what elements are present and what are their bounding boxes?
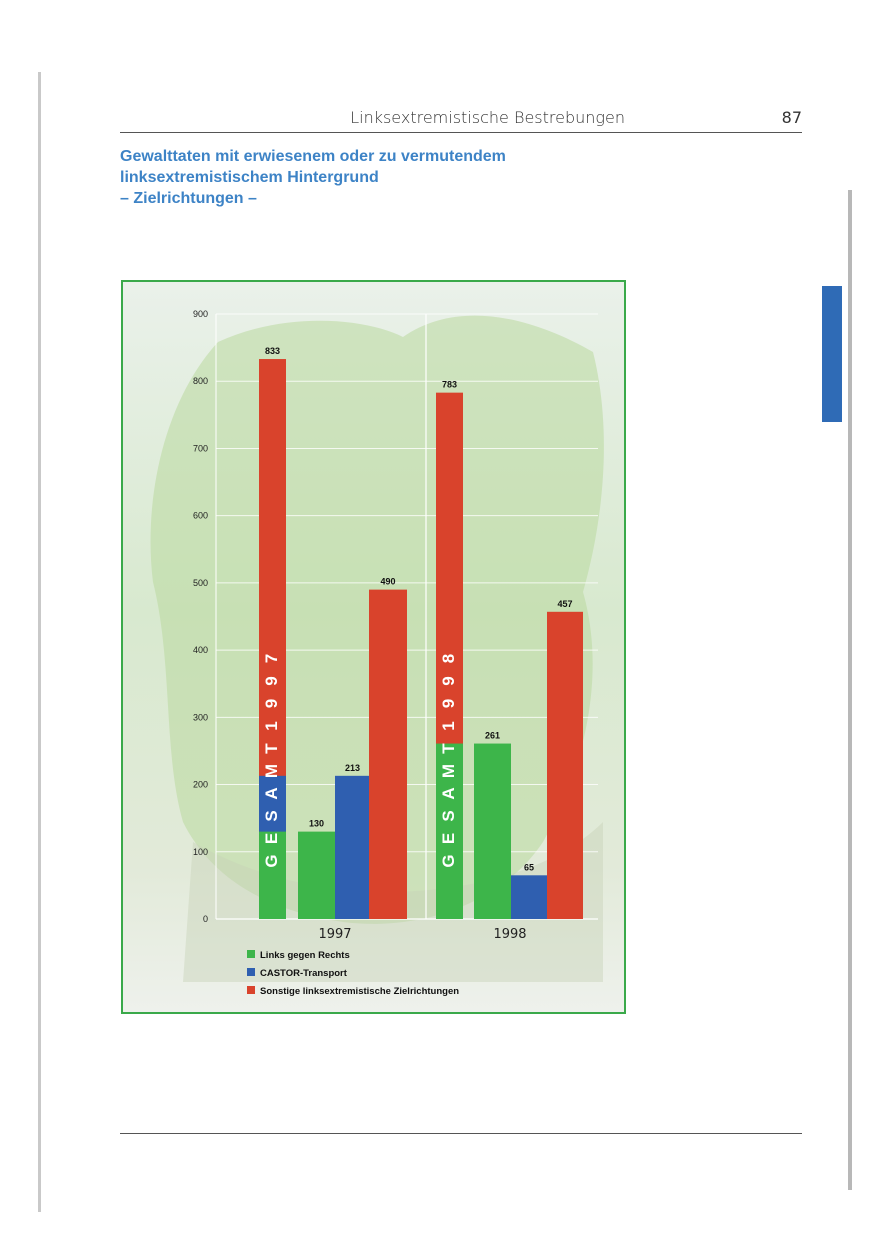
bar-1998-series-0	[474, 744, 511, 919]
footer-divider	[120, 1133, 802, 1134]
total-bar-label-char-1998-0: G	[438, 854, 458, 868]
total-bar-label-char-1998-4: M	[438, 763, 458, 779]
total-value-label-1998: 783	[441, 379, 458, 390]
total-value-label-1997: 833	[264, 346, 281, 357]
total-bar-label-char-1997-9: 7	[261, 653, 281, 664]
chart-title-block	[120, 146, 680, 209]
total-bar-label-char-1998-8: 9	[438, 676, 458, 686]
legend-swatch-0	[247, 950, 255, 958]
y-tick-label-500: 500	[192, 577, 208, 588]
chart-frame	[121, 280, 626, 1014]
total-bar-label-char-1998-2: S	[438, 810, 458, 822]
legend-label-1: CASTOR-Transport	[260, 968, 347, 979]
bar-value-label-1998-series-0: 261	[484, 730, 501, 741]
total-bar-label-char-1997-3: A	[261, 787, 281, 800]
y-tick-label-300: 300	[192, 712, 208, 723]
bar-value-label-1997-series-1: 213	[344, 762, 361, 773]
bar-1997-series-1	[335, 776, 370, 919]
y-tick-label-700: 700	[192, 443, 208, 454]
page-left-edge	[38, 72, 41, 1212]
y-tick-label-900: 900	[192, 309, 208, 319]
bar-value-label-1998-series-2: 457	[557, 598, 573, 609]
x-category-label-1998: 1998	[493, 927, 527, 942]
y-tick-label-200: 200	[192, 779, 208, 790]
chart-title-line-2: linksextremistischem Hintergrund	[120, 169, 379, 186]
total-bar-label-char-1998-6: 1	[438, 721, 458, 731]
page-number: 87	[781, 108, 802, 127]
y-tick-label-0: 0	[202, 914, 208, 924]
y-tick-label-400: 400	[192, 645, 208, 656]
legend-swatch-1	[247, 968, 255, 976]
page-right-edge	[848, 190, 852, 1190]
bar-1998-series-1	[511, 875, 547, 919]
total-bar-label-char-1997-5: T	[261, 743, 281, 754]
header-divider	[120, 132, 802, 133]
y-tick-label-600: 600	[192, 510, 208, 521]
chart-subtitle: – Zielrichtungen –	[120, 190, 257, 207]
legend-label-2: Sonstige linksextremistische Zielrichtungen	[260, 986, 460, 997]
bar-value-label-1998-series-1: 65	[523, 862, 535, 873]
total-bar-label-char-1997-2: S	[261, 810, 281, 822]
total-bar-label-char-1998-1: E	[438, 832, 458, 845]
total-bar-label-char-1998-5: T	[438, 743, 458, 754]
y-tick-label-800: 800	[192, 376, 208, 387]
bar-1998-series-2	[547, 612, 583, 919]
bar-1997-series-0	[298, 832, 335, 919]
total-bar-label-char-1998-9: 8	[438, 653, 458, 664]
total-bar-label-char-1998-7: 9	[438, 698, 458, 709]
total-bar-label-char-1998-3: A	[438, 787, 458, 800]
total-bar-label-char-1997-6: 1	[261, 721, 281, 731]
legend-swatch-2	[247, 986, 255, 994]
chapter-tab-marker	[822, 286, 842, 422]
bar-1997-series-2	[369, 590, 407, 919]
chart-title-line-1: Gewalttaten mit erwiesenem oder zu vermutendem	[120, 148, 506, 165]
x-category-label-1997: 1997	[318, 927, 352, 942]
total-bar-label-char-1997-1: E	[261, 832, 281, 845]
total-bar-label-char-1997-7: 9	[261, 698, 281, 709]
legend-label-0: Links gegen Rechts	[260, 950, 350, 961]
total-bar-label-char-1997-8: 9	[261, 676, 281, 686]
total-bar-label-char-1997-0: G	[261, 854, 281, 868]
section-title: Linksextremistische Bestrebungen	[350, 108, 625, 127]
bar-value-label-1997-series-2: 490	[380, 576, 396, 587]
bar-chart	[123, 282, 624, 1012]
bar-value-label-1997-series-0: 130	[308, 818, 325, 829]
total-bar-label-char-1997-4: M	[261, 763, 281, 779]
y-tick-label-100: 100	[192, 846, 208, 857]
